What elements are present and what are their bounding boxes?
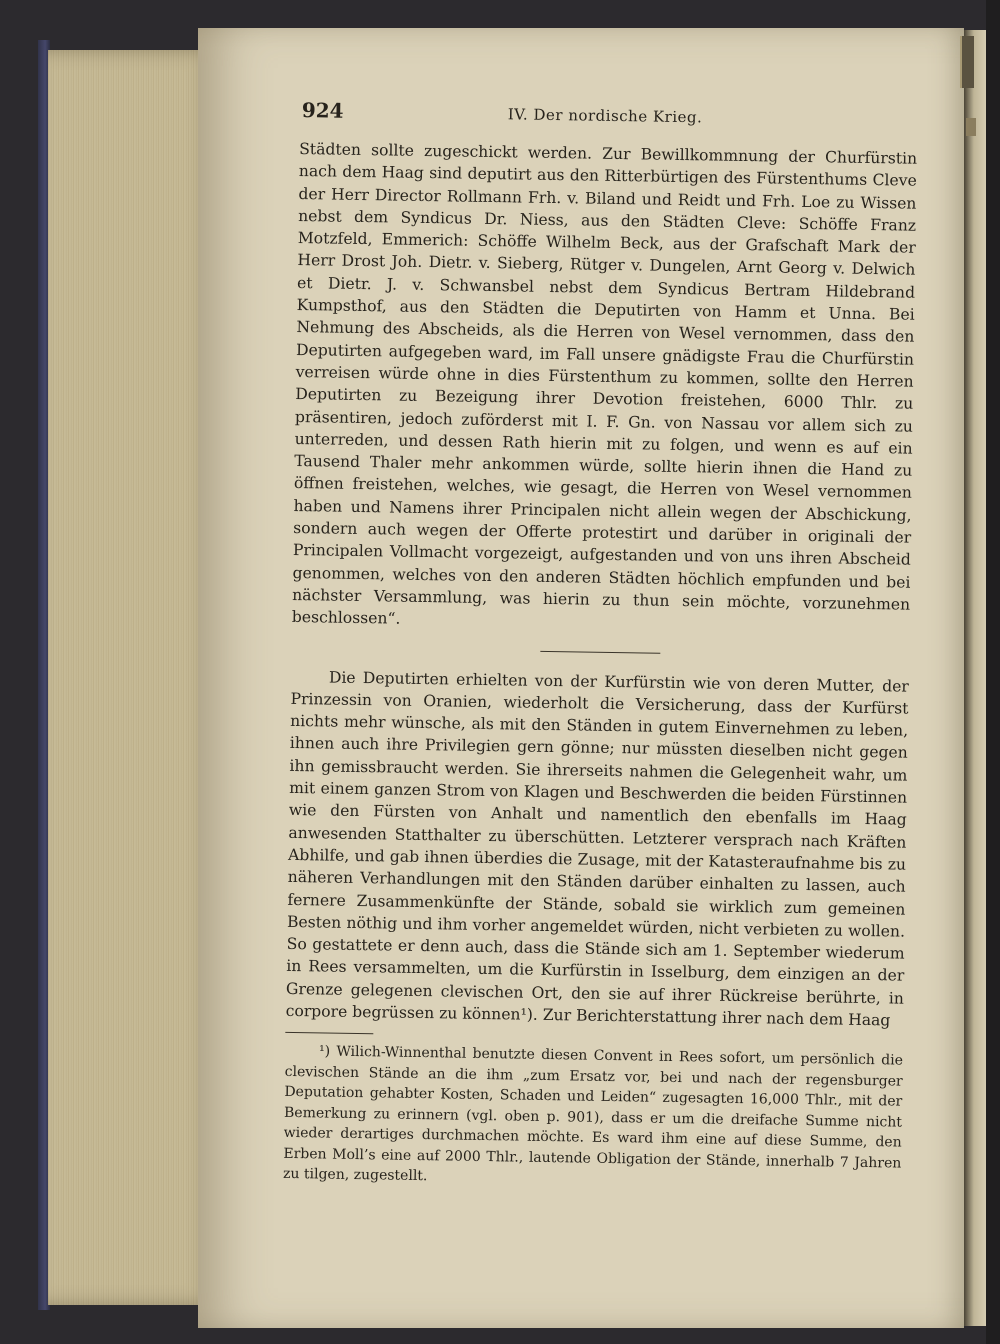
paragraph-main: Die Deputirten erhielten von der Kurfürstin wie von deren Mutter, der Prinzessin von Oranien, wiederholt die Versicherung, dass der Kurfürst nichts mehr wünsche, als mit den Ständen in gutem Einvernehmen zu leben, ihnen auch ihre Privilegien gern gönne; nur müssten dieselben nicht gegen ihn gemissbraucht werden. Sie ihrerseits nahmen die Gelegenheit wahr, um mit einem ganzen Strom von Klagen und Beschwerden die beiden Fürstinnen wie den Fürsten von Anhalt und namentlich den ebenfalls im Haag anwesenden Statthalter zu überschütten. Letzterer versprach nach Kräften Abhilfe, und gab ihnen überdies die Zusage, mit der Katasteraufnahme bis zu näheren Verhandlungen mit den Ständen darüber einhalten zu lassen, auch fernere Zusammenkünfte der Stände, sobald sie wirklich zum gemeinen Besten nöthig und ihm vorher angemeldet würden, nicht verbieten zu wollen. So gestattete er denn auch, dass die Stände sich am 1. September wiederum in Rees versammelten, um die Kurfürstin in Isselburg, dem einzigen an der Grenze gelegenen clevischen Ort, den sie auf ihrer Rückreise berührte, in corpore begrüssen zu können¹). Zur Berichterstattung ihrer nach dem Haag <box>285 668 909 1030</box>
page-text <box>283 98 918 1194</box>
footnote-divider <box>285 1032 373 1034</box>
section-divider <box>540 650 660 653</box>
running-title: IV. Der nordische Krieg. <box>507 105 703 127</box>
clip-icon <box>960 36 974 88</box>
page-number: 924 <box>301 98 344 123</box>
background-strip <box>986 0 1000 1344</box>
paragraph-quote: Städten sollte zugeschickt werden. Zur Bewillkommnung der Churfürstin nach dem Haag sind deputirt aus den Ritterbürtigen des Fürstenthums Cleve der Herr Director Rollmann Frh. v. Biland und Reidt und Frh. Loe zu Wissen nebst dem Syndicus Dr. Niess, aus den Städten Cleve: Schöffe Franz Motzfeld, Emmerich: Schöffe Wilhelm Beck, aus der Grafschaft Mark der Herr Drost Joh. Dietr. v. Sieberg, Rütger v. Dungelen, Arnt Georg v. Delwich et Dietr. J. v. Schwansbel nebst dem Syndicus Bertram Hildebrand Kumpsthof, aus den Städten die Deputirten von Hamm et Unna. Bei Nehmung des Abscheids, als die Herren von Wesel vernommen, dass den Deputirten aufgegeben ward, im Fall unsere gnädigste Frau die Churfürstin verreisen würde ohne in dies Fürstenthum zu kommen, sollte den Herren Deputirten zu Bezeigung ihrer Devotion freistehen, 6000 Thlr. zu präsentiren, jedoch zuförderst mit I. F. Gn. von Nassau vor allem sich zu unterreden, und dessen Rath hierin mit zu folgen, und wenn es auf ein Tausend Thaler mehr ankommen würde, sollte hierin ihnen die Hand zu öffnen freistehen, welches, wie gesagt, die Herren von Wesel vernommen haben und Namens ihrer Principalen nicht allein wegen der Abschickung, sondern auch wegen der Offerte protestirt und darüber in originali der Principalen Vollmacht vorgezeigt, aufgestanden und von uns ihren Abscheid genommen, welches von den anderen Städten höchlich empfunden und bei nächster Versammlung, was hierin zu thun sein möchte, vorzunehmen beschlossen“. <box>291 139 918 628</box>
clip-small-icon <box>966 118 976 136</box>
page-block-edge <box>48 50 220 1305</box>
facing-page-edge <box>964 30 986 1326</box>
footnote: ¹) Wilich-Winnenthal benutzte diesen Convent in Rees sofort, um persönlich die clevischen Stände an die ihm „zum Ersatz vor, bei und nach der regensburger Deputation gehabter Kosten, Schaden und Leiden“ zugesagten 16,000 Thlr., mit der Bemerkung zu erinnern (vgl. oben p. 901), dass er um die dreifache Summe nicht wieder derartiges durchmachen möchte. Es ward ihm eine auf diese Summe, den Erben Moll’s eine auf 2000 Thlr., lautende Obligation der Stände, innerhalb 7 Jahren zu tilgen, zugestellt. <box>282 1043 904 1185</box>
